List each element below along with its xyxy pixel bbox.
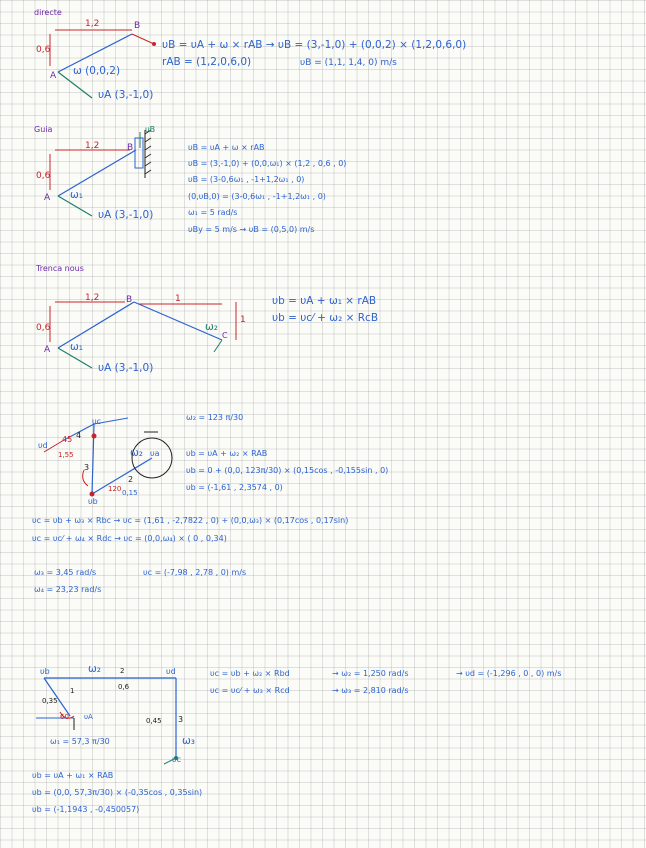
equation-line: υBy = 5 m/s → υB = (0,5,0) m/s [188, 225, 315, 234]
result-vd: → υd = (-1,296 , 0 , 0) m/s [456, 669, 562, 678]
label-vc: υc [92, 417, 102, 426]
omega2-value: ω₂ = 123 π/30 [186, 413, 244, 422]
label-len-045: 0,45 [146, 717, 162, 725]
dim-label-x2: 1 [175, 294, 181, 304]
equation-vb-1: υb = υA + ω₁ × rAB [272, 295, 377, 307]
result-omega4: ω₄ = 23,23 rad/s [34, 585, 102, 594]
label-length-015: 0,15 [122, 489, 138, 497]
equation-rab: rAB = (1,2,0,6,0) [162, 56, 252, 68]
equation-line: υB = (3,-1,0) + (0,0,ω₁) × (1,2 , 0,6 , 0) [188, 159, 347, 168]
section-title-trenca-nous: Trenca nous [36, 264, 84, 273]
label-len-1: 1 [70, 687, 75, 695]
point-a-label: A [44, 345, 51, 355]
section-title-guia: Guia [34, 125, 53, 134]
equation-vc-1: υc = υb + ω₃ × Rbc → υc = (1,61 , -2,7822 , 0) + (0,0,ω₃) × (0,17cos , 0,17sin) [32, 516, 349, 525]
equation-vb-3: υb = (-1,61 , 2,3574 , 0) [186, 483, 283, 492]
result-omega3: → ω₃ = 2,810 rad/s [332, 686, 409, 695]
label-len-035: 0,35 [42, 697, 58, 705]
section-title-directe: directe [34, 8, 62, 17]
point-c-label: C [222, 331, 228, 340]
point-b-label: B [126, 295, 133, 305]
label-3: 3 [178, 715, 184, 724]
velocity-va-label: υA (3,-1,0) [98, 209, 154, 221]
equation-vb-2: υb = (0,0, 57,3π/30) × (-0,35cos , 0,35sin) [32, 788, 203, 797]
dim-label-y: 0,6 [36, 171, 51, 181]
equation-vb: υB = υA + ω × rAB → υB = (3,-1,0) + (0,0,2) × (1,2,0,6,0) [162, 39, 467, 51]
equation-vc-2: υc = υc⁄ + ω₄ × Rdc → υc = (0,0,ω₄) × ( 0 , 0,34) [32, 534, 227, 543]
point-a-label: A [50, 71, 57, 81]
omega1-value: ω₁ = 57,3 π/30 [50, 737, 110, 746]
equation-vb-2: υb = υc⁄ + ω₂ × RcB [272, 312, 379, 324]
point-b-label: B [127, 143, 134, 153]
result-omega2: → ω₂ = 1,250 rad/s [332, 669, 409, 678]
result-omega3: ω₃ = 3,45 rad/s [34, 568, 97, 577]
dim-label-x: 1,2 [85, 141, 100, 151]
label-2: 2 [120, 667, 125, 675]
equation-line: (0,υB,0) = (3-0,6ω₁ , -1+1,2ω₁ , 0) [188, 192, 326, 201]
label-vb: υb [88, 497, 98, 506]
label-length-4: 4 [76, 431, 82, 440]
equation-vb-3: υb = (-1,1943 , -0,450057) [32, 805, 140, 814]
dim-label-x: 1,2 [85, 19, 100, 29]
label-length-3: 3 [84, 463, 90, 472]
label-omega2: ω₂ [130, 447, 144, 459]
dim-label-y: 0,6 [36, 45, 51, 55]
omega-label: ω (0,0,2) [73, 65, 121, 77]
equation-vb-1: υb = υA + ω₂ × RAB [186, 449, 268, 458]
velocity-vb-label: υB [145, 125, 156, 134]
label-vd: υd [166, 667, 176, 676]
label-angle-45: 45 [62, 435, 73, 444]
label-len-06: 0,6 [118, 683, 130, 691]
label-vd: υd [38, 441, 48, 450]
equation-vc-2: υc = υc⁄ + ω₃ × Rcd [210, 686, 290, 695]
equation-line: υB = υA + ω × rAB [188, 143, 265, 152]
velocity-va-label: υA (3,-1,0) [98, 362, 154, 374]
omega2-label: ω₂ [205, 321, 219, 333]
dim-label-y: 0,6 [36, 323, 51, 333]
equation-line: υB = (3-0,6ω₁ , -1+1,2ω₁ , 0) [188, 175, 305, 184]
label-vc: υc [172, 755, 182, 764]
label-length-2: 2 [128, 475, 134, 484]
point-a-label: A [44, 193, 51, 203]
dim-label-x: 1,2 [85, 293, 100, 303]
omega1-label: ω₁ [70, 341, 84, 353]
label-va: υa [150, 449, 160, 458]
equation-vc-1: υc = υb + ω₂ × Rbd [210, 669, 290, 678]
result-vc: υc = (-7,98 , 2,78 , 0) m/s [143, 568, 247, 577]
point-b-label: B [134, 21, 141, 31]
velocity-va-label: υA (3,-1,0) [98, 89, 154, 101]
result-vb: υB = (1,1, 1,4, 0) m/s [300, 58, 397, 68]
equation-line: ω₁ = 5 rad/s [188, 208, 238, 217]
label-length-155: 1,55 [58, 451, 74, 459]
label-angle-120: 120 [108, 485, 122, 493]
omega-label: ω₁ [70, 189, 84, 201]
label-angle-60: 60 [60, 713, 69, 721]
dim-label-r: 1 [240, 315, 246, 325]
equation-vb-2: υb = 0 + (0,0, 123π/30) × (0,15cos , -0,155sin , 0) [186, 466, 389, 475]
label-omega3: ω₃ [182, 735, 196, 747]
equation-vb-1: υb = υA + ω₁ × RAB [32, 771, 114, 780]
label-vb: υb [40, 667, 50, 676]
label-omega2: ω₂ [88, 663, 102, 675]
label-va: υA [84, 713, 93, 721]
